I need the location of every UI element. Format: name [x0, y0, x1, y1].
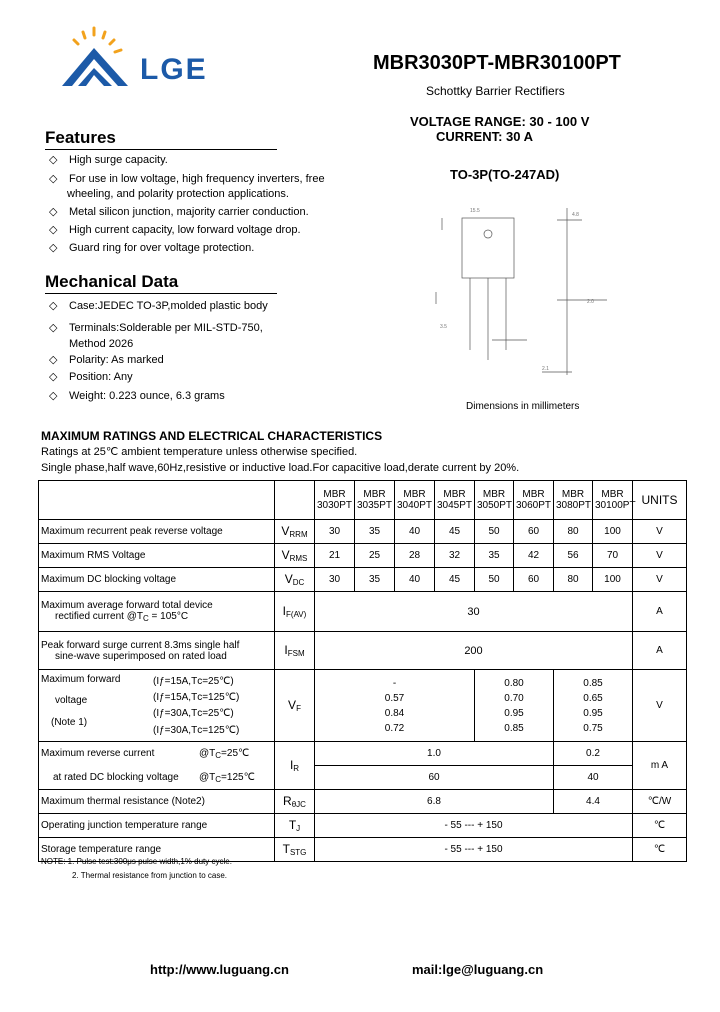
- list-item: ◇ Weight: 0.223 ounce, 6.3 grams: [49, 390, 225, 402]
- diamond-bullet-icon: ◇: [49, 300, 58, 312]
- svg-text:3.5: 3.5: [440, 324, 447, 330]
- cell-value: 35: [475, 544, 514, 568]
- param-symbol: $I_{F(AV)}$: [275, 592, 315, 632]
- param-label: Maximum forward voltage (Note 1) (Iƒ=15A,Tс=25℃) (Iƒ=15A,Tс=125℃) (Iƒ=30A,Tс=25℃) (Iƒ=30A,Tс=125℃): [39, 670, 275, 742]
- cell-value: 25: [355, 544, 395, 568]
- cell-value: 21: [315, 544, 355, 568]
- cell-value: 6.8: [315, 790, 554, 814]
- svg-text:2.0: 2.0: [587, 299, 594, 305]
- column-header: MBR 3040PT: [395, 481, 435, 520]
- svg-text:2.1: 2.1: [542, 366, 549, 372]
- table-row: [39, 814, 687, 838]
- cell-value: 0.85 0.65 0.95 0.75: [554, 670, 633, 742]
- column-header: MBR 3050PT: [475, 481, 514, 520]
- table-row: [39, 632, 687, 670]
- param-label: Maximum average forward total device rectified current $@T_C = 105^\circ C$: [39, 592, 275, 632]
- product-subtitle: Schottky Barrier Rectifiers: [426, 84, 565, 98]
- cell-value: 70: [593, 544, 633, 568]
- list-item: ◇ High surge capacity.: [49, 154, 168, 166]
- list-item: wheeling, and polarity protection applications.: [67, 188, 289, 200]
- cell-value: 100: [593, 520, 633, 544]
- svg-text:4.8: 4.8: [572, 212, 579, 218]
- table-row: [39, 520, 687, 544]
- cell-value: 42: [514, 544, 554, 568]
- list-item: ◇ Case:JEDEC TO-3P,molded plastic body: [49, 300, 268, 312]
- company-logo: [56, 26, 136, 90]
- diamond-bullet-icon: ◇: [49, 371, 58, 383]
- list-item: ◇ Terminals:Solderable per MIL-STD-750,: [49, 322, 263, 334]
- cell-value: 45: [435, 568, 475, 592]
- diamond-bullet-icon: ◇: [49, 322, 58, 334]
- ratings-heading: MAXIMUM RATINGS AND ELECTRICAL CHARACTERISTICS: [41, 429, 383, 443]
- diamond-bullet-icon: ◇: [49, 224, 58, 236]
- list-item: ◇ Metal silicon junction, majority carrier conduction.: [49, 206, 309, 218]
- footnote-1: NOTE: 1. Pulse test:300μs pulse width,1% duty cycle.: [41, 857, 232, 866]
- cell-value: 4.4: [554, 790, 633, 814]
- diamond-bullet-icon: ◇: [49, 206, 58, 218]
- column-header: MBR 30100PT: [593, 481, 633, 520]
- list-item: Method 2026: [69, 338, 134, 350]
- cell-value: 35: [355, 520, 395, 544]
- features-list: [49, 153, 369, 263]
- param-symbol: $T_{STG}$: [275, 838, 315, 862]
- cell-value: 60: [514, 520, 554, 544]
- diamond-bullet-icon: ◇: [49, 242, 58, 254]
- package-dimension-drawing: [432, 200, 612, 395]
- cell-value: 30: [315, 568, 355, 592]
- cell-value: 50: [475, 520, 514, 544]
- cell-value: - 55 --- + 150: [315, 838, 633, 862]
- cell-value: 80: [554, 520, 593, 544]
- list-item: ◇ Guard ring for over voltage protection.: [49, 242, 255, 254]
- column-header: MBR 3035PT: [355, 481, 395, 520]
- cell-value: 80: [554, 568, 593, 592]
- table-row: [39, 670, 687, 742]
- features-heading: Features: [45, 128, 277, 150]
- cell-value: 60: [514, 568, 554, 592]
- table-row: [39, 568, 687, 592]
- list-item: ◇ Polarity: As marked: [49, 354, 164, 366]
- unit-cell: V: [633, 670, 687, 742]
- unit-cell: ℃: [633, 838, 687, 862]
- voltage-range: VOLTAGE RANGE: 30 - 100 V: [410, 114, 590, 129]
- cell-value: 60: [315, 766, 554, 790]
- column-header: MBR 3030PT: [315, 481, 355, 520]
- current-rating: CURRENT: 30 A: [436, 129, 534, 144]
- param-label: Peak forward surge current 8.3ms single half sine-wave superimposed on rated load: [39, 632, 275, 670]
- column-header: MBR 3080PT: [554, 481, 593, 520]
- param-label: Maximum recurrent peak reverse voltage: [39, 520, 275, 544]
- part-range-title: MBR3030PT-MBR30100PT: [373, 52, 621, 74]
- cell-value: 100: [593, 568, 633, 592]
- cell-value: 1.0: [315, 742, 554, 766]
- list-item: ◇ For use in low voltage, high frequency inverters, free: [49, 173, 325, 185]
- header-blank-cell: [39, 481, 275, 520]
- list-item: ◇ Position: Any: [49, 371, 133, 383]
- param-symbol: $I_R$: [275, 742, 315, 790]
- cell-value: 40: [554, 766, 633, 790]
- column-header: MBR 3045PT: [435, 481, 475, 520]
- units-header: UNITS: [633, 481, 687, 520]
- diamond-bullet-icon: ◇: [49, 390, 58, 402]
- list-item: ◇ High current capacity, low forward voltage drop.: [49, 224, 301, 236]
- param-label: Maximum DC blocking voltage: [39, 568, 275, 592]
- mechanical-list: [49, 299, 369, 409]
- cell-value: 35: [355, 568, 395, 592]
- cell-value: 0.2: [554, 742, 633, 766]
- header-blank-cell: [275, 481, 315, 520]
- footnote-2: 2. Thermal resistance from junction to case.: [72, 871, 228, 880]
- email-link[interactable]: mail:lge@luguang.cn: [412, 962, 544, 977]
- cell-value: 45: [435, 520, 475, 544]
- param-symbol: $I_{FSM}$: [275, 632, 315, 670]
- table-header-row: [39, 481, 687, 520]
- cell-value: 30: [315, 592, 633, 632]
- diamond-bullet-icon: ◇: [49, 173, 58, 185]
- cell-value: - 0.57 0.84 0.72: [315, 670, 475, 742]
- diamond-bullet-icon: ◇: [49, 154, 58, 166]
- table-row: [39, 544, 687, 568]
- param-symbol: $V_{RMS}$: [275, 544, 315, 568]
- cell-value: 40: [395, 520, 435, 544]
- unit-cell: A: [633, 632, 687, 670]
- unit-cell: A: [633, 592, 687, 632]
- cell-value: - 55 --- + 150: [315, 814, 633, 838]
- logo-text: LGE: [140, 53, 208, 86]
- table-row: [39, 592, 687, 632]
- cell-value: 50: [475, 568, 514, 592]
- param-symbol: $T_J$: [275, 814, 315, 838]
- cell-value: 0.80 0.70 0.95 0.85: [475, 670, 554, 742]
- table-row: [39, 742, 687, 766]
- unit-cell: V: [633, 568, 687, 592]
- package-name: TO-3P(TO-247AD): [450, 167, 560, 182]
- dimensions-caption: Dimensions in millimeters: [466, 401, 580, 412]
- unit-cell: ℃: [633, 814, 687, 838]
- param-label: Maximum thermal resistance (Note2): [39, 790, 275, 814]
- column-header: MBR 3060PT: [514, 481, 554, 520]
- unit-cell: m A: [633, 742, 687, 790]
- ratings-note-temperature: Ratings at 25℃ ambient temperature unless otherwise specified.: [41, 446, 358, 458]
- cell-value: 200: [315, 632, 633, 670]
- unit-cell: V: [633, 520, 687, 544]
- cell-value: 40: [395, 568, 435, 592]
- param-label: Maximum reverse current $@T_C=25℃$ at rated DC blocking voltage $@T_C=125℃$: [39, 742, 275, 790]
- website-link[interactable]: http://www.luguang.cn: [150, 962, 289, 977]
- param-symbol: $V_{RRM}$: [275, 520, 315, 544]
- unit-cell: V: [633, 544, 687, 568]
- param-label: Maximum RMS Voltage: [39, 544, 275, 568]
- cell-value: 28: [395, 544, 435, 568]
- param-symbol: $V_F$: [275, 670, 315, 742]
- ratings-note-load: Single phase,half wave,60Hz,resistive or inductive load.For capacitive load,derate current by 20%.: [41, 462, 520, 474]
- param-symbol: $V_{DC}$: [275, 568, 315, 592]
- cell-value: 56: [554, 544, 593, 568]
- param-label: Operating junction temperature range: [39, 814, 275, 838]
- svg-text:15.5: 15.5: [470, 208, 480, 214]
- diamond-bullet-icon: ◇: [49, 354, 58, 366]
- param-label: Storage temperature range: [39, 838, 275, 862]
- param-symbol: $R_{\theta JC}$: [275, 790, 315, 814]
- mechanical-heading: Mechanical Data: [45, 272, 277, 294]
- table-row: [39, 790, 687, 814]
- unit-cell: ℃/W: [633, 790, 687, 814]
- ratings-table: [38, 480, 687, 862]
- cell-value: 30: [315, 520, 355, 544]
- cell-value: 32: [435, 544, 475, 568]
